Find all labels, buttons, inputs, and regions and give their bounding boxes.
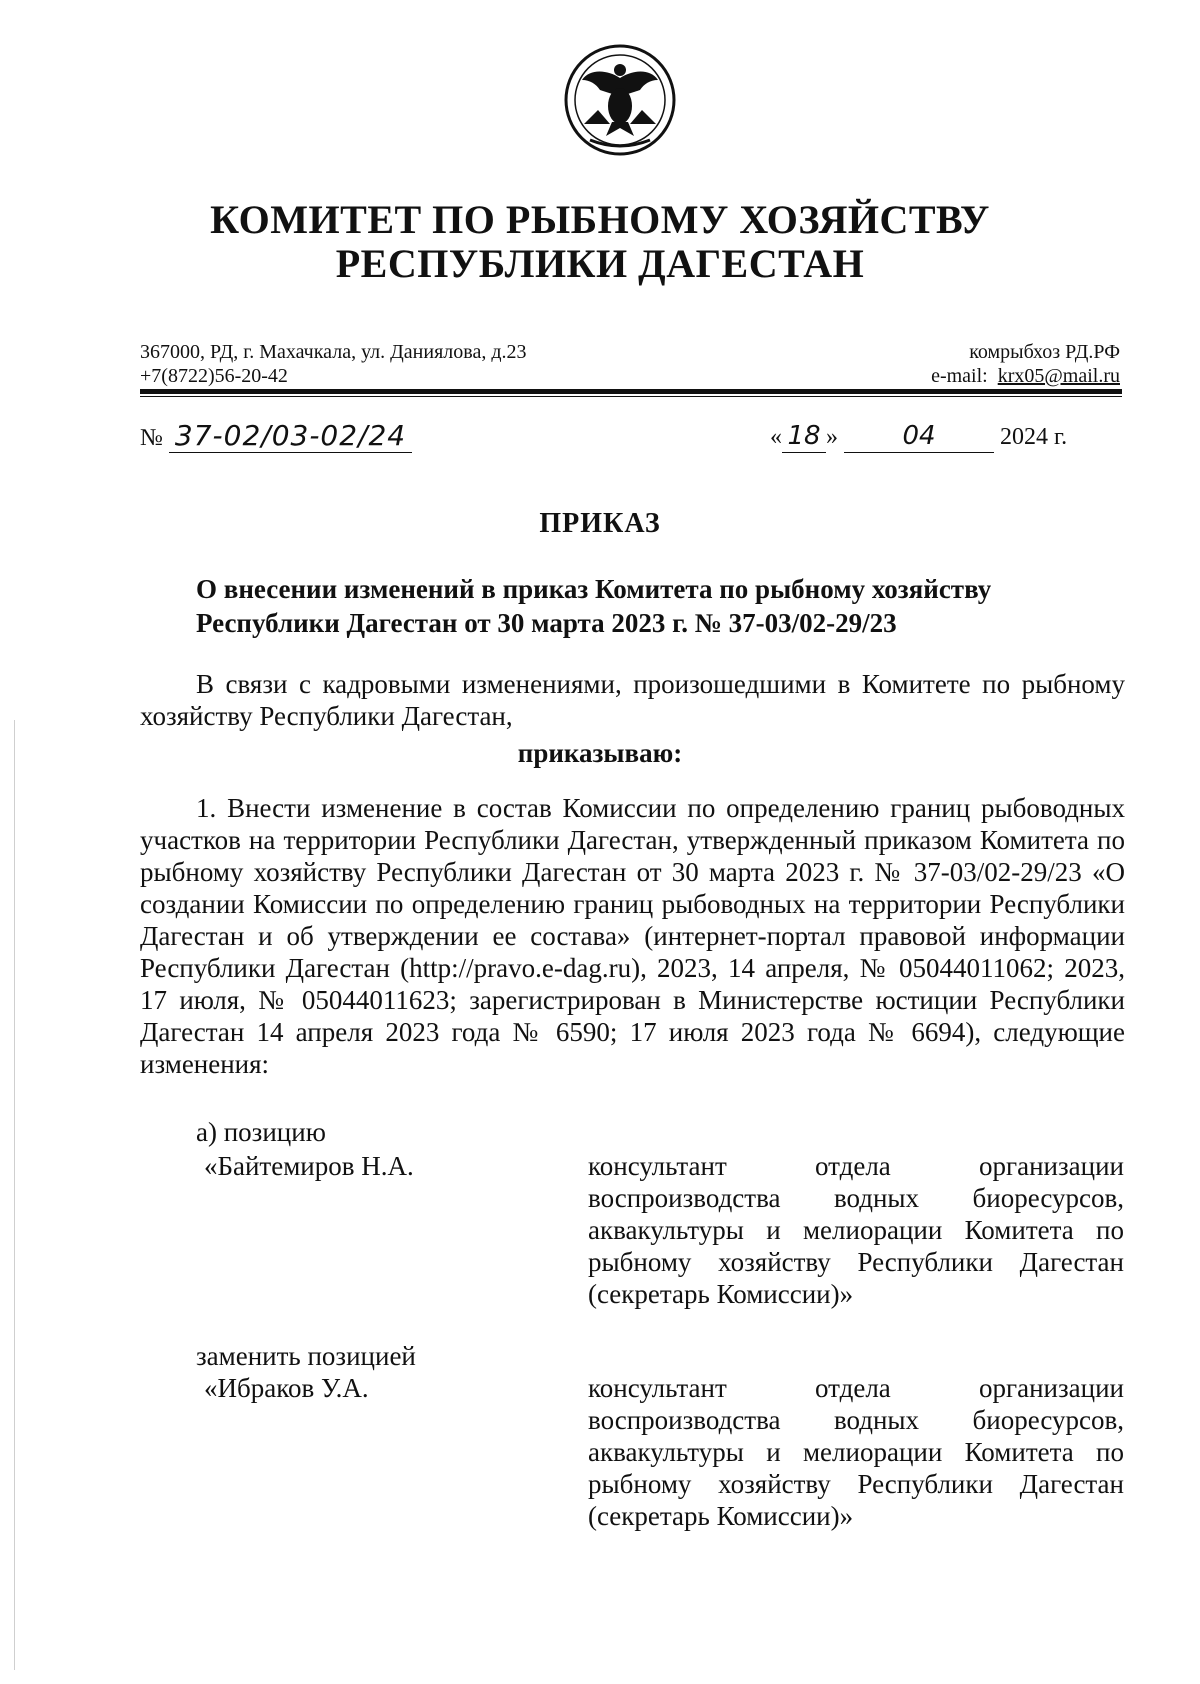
- old-position-description: консультант отдела организации воспроизводства водных биоресурсов, аквакультуры и мелиорации Комитета по рыбному хозяйству Республики Дагестан (секретарь Комиссии)»: [588, 1151, 1124, 1309]
- organization-name-line1: КОМИТЕТ ПО РЫБНОМУ ХОЗЯЙСТВУ: [210, 197, 990, 242]
- document-number: [140, 420, 412, 454]
- contact-block-right: [931, 340, 1120, 388]
- handwritten-number: 37-02/03-02/24: [169, 419, 412, 453]
- coat-of-arms-emblem: [560, 40, 680, 160]
- date-day: 18: [782, 420, 826, 453]
- order-word: приказываю:: [517, 738, 683, 768]
- email-line: [931, 364, 1120, 388]
- subject-line1: О внесении изменений в приказ Комитета по рыбному хозяйству: [196, 574, 992, 604]
- email-link[interactable]: krx05@mail.ru: [997, 365, 1120, 387]
- date-year: 2024 г.: [1000, 424, 1068, 450]
- header-divider-thin: [140, 396, 1122, 397]
- date-month: 04: [844, 420, 994, 453]
- document-subject: [196, 572, 1096, 640]
- point-1-paragraph: 1. Внести изменение в состав Комиссии по определению границ рыбоводных участков на территории Республики Дагестан, утвержденный приказом Комитета по рыбному хозяйству Республики Дагестан от 30 марта 2023 г. № 37-03/02-29/23 «О создании Комиссии по определению границ рыбоводных на территории Республики Дагестан и об утверждении ее состава» (интернет-портал правовой информации Республики Дагестан (http://pravo.e-dag.ru), 2023, 14 апреля, № 05044011062; 2023, 17 июля, № 05044011623; зарегистрирован в Министерстве юстиции Республики Дагестан 14 апреля 2023 года № 6590; 17 июля 2023 года № 6694), следующие изменения:: [140, 793, 1125, 1079]
- old-position-label: а) позицию: [196, 1117, 326, 1147]
- number-sign: №: [140, 425, 163, 451]
- date-close-quote: »: [826, 424, 838, 450]
- old-position-name: «Байтемиров Н.А.: [204, 1151, 414, 1181]
- document-title: ПРИКАЗ: [539, 508, 661, 539]
- website: комрыбхоз РД.РФ: [969, 341, 1120, 363]
- postal-address: 367000, РД, г. Махачкала, ул. Даниялова, д.23: [140, 341, 527, 363]
- phone-number: +7(8722)56-20-42: [140, 365, 288, 387]
- date-open-quote: «: [770, 424, 782, 450]
- email-label: e-mail:: [931, 365, 988, 387]
- new-position-name: «Ибраков У.А.: [204, 1373, 369, 1403]
- header-divider-thick: [140, 389, 1122, 394]
- organization-name-line2: РЕСПУБЛИКИ ДАГЕСТАН: [335, 241, 865, 286]
- subject-line2: Республики Дагестан от 30 марта 2023 г. № 37-03/02-29/23: [196, 608, 897, 638]
- new-position-description: консультант отдела организации воспроизводства водных биоресурсов, аквакультуры и мелиорации Комитета по рыбному хозяйству Республики Дагестан (секретарь Комиссии)»: [588, 1373, 1124, 1531]
- new-position-label: заменить позицией: [196, 1341, 416, 1371]
- scan-edge-artifact: [14, 720, 15, 1670]
- document-date: [770, 420, 1067, 453]
- intro-paragraph: В связи с кадровыми изменениями, произошедшими в Комитете по рыбному хозяйству Республики Дагестан,: [140, 669, 1125, 731]
- contact-block-left: [140, 340, 527, 388]
